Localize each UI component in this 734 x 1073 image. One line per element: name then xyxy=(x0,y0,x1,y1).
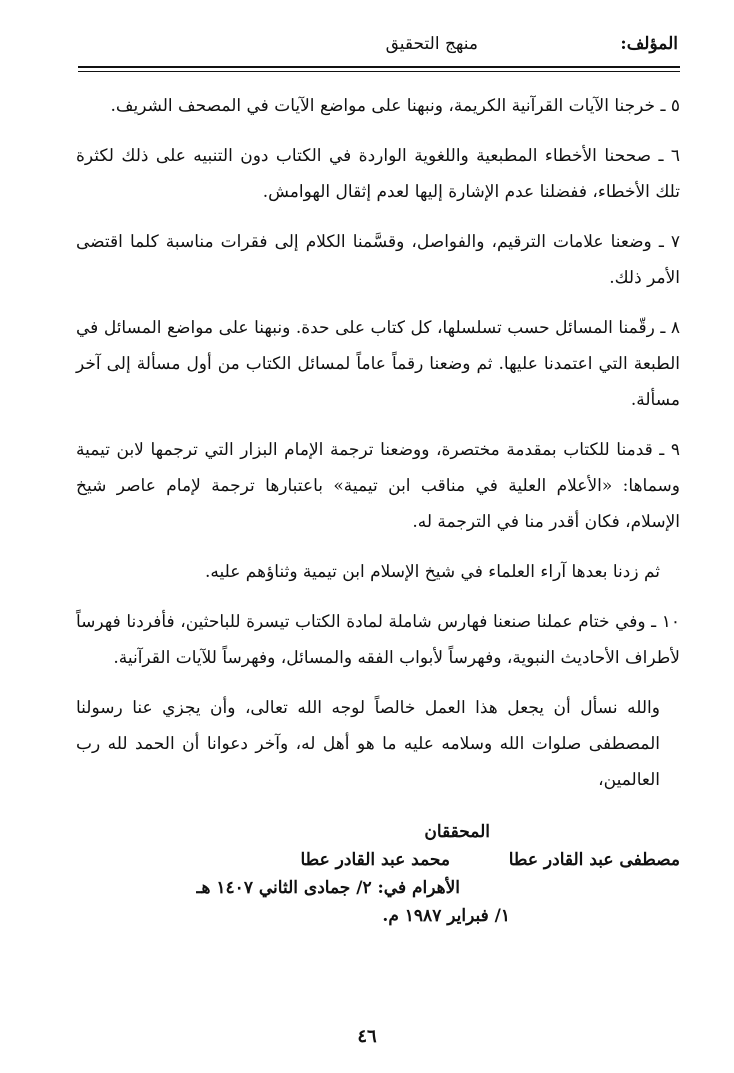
signature-date-gregorian: ١/ فبراير ١٩٨٧ م. xyxy=(382,906,510,926)
signature-date-hijri: الأهرام في: ٢/ جمادى الثاني ١٤٠٧ هـ xyxy=(196,878,460,898)
paragraph-item-8: ٨ ـ رقّمنا المسائل حسب تسلسلها، كل كتاب على حدة. ونبهنا على مواضع المسائل في الطبعة التي اعتمدنا عليها. ثم وضعنا رقماً عاماً لمسائل الكتاب من أول مسألة إلى آخر مسألة. xyxy=(76,318,680,410)
paragraph-item-7: ٧ ـ وضعنا علامات الترقيم، والفواصل، وقسَّمنا الكلام إلى فقرات مناسبة كلما اقتضى الأمر ذلك. xyxy=(76,232,680,288)
running-header xyxy=(78,34,678,64)
header-label: المؤلف: xyxy=(620,34,678,54)
signature-heading: المحققان xyxy=(424,822,490,842)
paragraph-item-5: ٥ ـ خرجنا الآيات القرآنية الكريمة، ونبهنا على مواضع الآيات في المصحف الشريف. xyxy=(110,96,680,116)
paragraph-item-6: ٦ ـ صححنا الأخطاء المطبعية واللغوية الواردة في الكتاب دون التنبيه على ذلك لكثرة تلك الأخطاء، ففضلنا عدم الإشارة إليها لعدم إثقال الهوامش. xyxy=(76,146,680,202)
header-rule-thick xyxy=(78,66,680,68)
paragraph-closing: والله نسأل أن يجعل هذا العمل خالصاً لوجه الله تعالى، وأن يجزي عنا رسولنا المصطفى صلوات الله وسلامه عليه ما هو أهل له، وآخر دعوانا أن الحمد لله رب العالمين، xyxy=(76,698,660,790)
signature-name-first: محمد عبد القادر عطا xyxy=(300,850,450,870)
header-rule-thin xyxy=(78,71,680,72)
page-number: ٤٦ xyxy=(357,1026,377,1047)
signature-name-second: مصطفى عبد القادر عطا xyxy=(508,850,680,870)
paragraph-addition: ثم زدنا بعدها آراء العلماء في شيخ الإسلام ابن تيمية وثناؤهم عليه. xyxy=(204,562,660,582)
paragraph-item-10: ١٠ ـ وفي ختام عملنا صنعنا فهارس شاملة لمادة الكتاب تيسرة للباحثين، فأفردنا فهرساً لأطراف الأحاديث النبوية، وفهرساً لأبواب الفقه والمسائل، وفهرساً للآيات القرآنية. xyxy=(76,612,680,668)
main-text xyxy=(76,88,680,812)
header-title: منهج التحقيق xyxy=(385,34,478,54)
paragraph-item-9: ٩ ـ قدمنا للكتاب بمقدمة مختصرة، ووضعنا ترجمة الإمام البزار التي ترجمها لابن تيمية وسماها: «الأعلام العلية في مناقب ابن تيمية» باعتبارها ترجمة لإمام عاصر شيخ الإسلام، فكان أقدر منا في الترجمة له. xyxy=(76,440,680,532)
